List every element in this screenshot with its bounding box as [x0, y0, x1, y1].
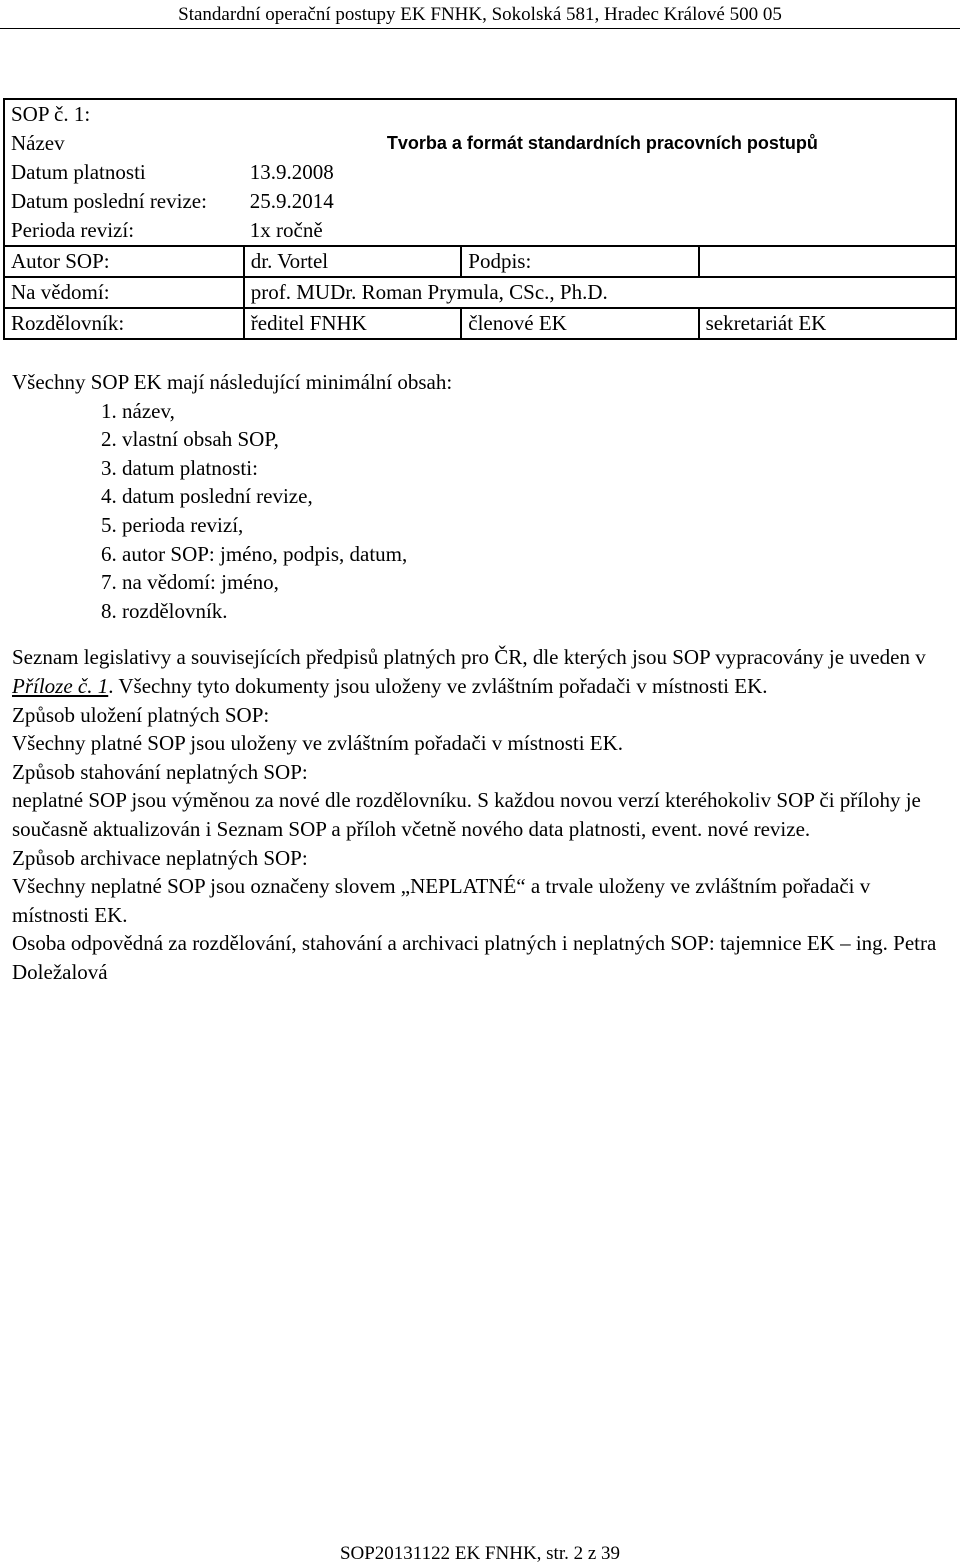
list-item: 4. datum poslední revize,	[122, 482, 947, 511]
list-item: 5. perioda revizí,	[122, 511, 947, 540]
legislation-text-start: Seznam legislativy a souvisejících předpisů platných pro ČR, dle kterých jsou SOP vypracovány je uveden v	[12, 645, 926, 670]
distribution-secretariat: sekretariát EK	[699, 308, 956, 339]
legislation-paragraph	[12, 643, 947, 700]
author-label: Autor SOP:	[4, 246, 244, 277]
page-header: Standardní operační postupy EK FNHK, Sokolská 581, Hradec Králové 500 05	[0, 0, 960, 29]
archive-text: Všechny neplatné SOP jsou označeny slovem „NEPLATNÉ“ a trvale uloženy ve zvláštním pořadači v místnosti EK.	[12, 874, 871, 927]
revision-row	[4, 187, 956, 216]
list-item: 1. název,	[122, 397, 947, 426]
aware-value: prof. MUDr. Roman Prymula, CSc., Ph.D.	[244, 277, 956, 308]
distribution-row	[4, 308, 956, 339]
sop-title: Tvorba a formát standardních pracovních postupů	[386, 133, 818, 153]
author-row	[4, 246, 956, 277]
validity-label: Datum platnosti	[11, 160, 146, 184]
legislation-text-end: . Všechny tyto dokumenty jsou uloženy ve zvláštním pořadači v místnosti EK.	[108, 673, 768, 698]
withdrawal-heading: Způsob stahování neplatných SOP:	[12, 759, 308, 784]
distribution-label: Rozdělovník:	[4, 308, 244, 339]
storage-heading: Způsob uložení platných SOP:	[12, 702, 270, 727]
author-value: dr. Vortel	[244, 246, 462, 277]
name-label: Název	[11, 131, 65, 155]
list-item: 3. datum platnosti:	[122, 454, 947, 483]
list-item: 6. autor SOP: jméno, podpis, datum,	[122, 540, 947, 569]
validity-row	[4, 158, 956, 187]
name-row	[4, 129, 956, 158]
period-row	[4, 216, 956, 246]
revision-label: Datum poslední revize:	[11, 189, 207, 213]
signature-field	[699, 246, 956, 277]
revision-value: 25.9.2014	[249, 189, 334, 213]
page-footer: SOP20131122 EK FNHK, str. 2 z 39	[339, 1543, 621, 1564]
sop-number-row	[4, 99, 956, 129]
minimal-content-list	[12, 397, 947, 626]
archive-heading: Způsob archivace neplatných SOP:	[12, 845, 308, 870]
period-label: Perioda revizí:	[11, 218, 135, 242]
sop-number: SOP č. 1:	[11, 102, 91, 126]
sop-info-table	[3, 98, 957, 340]
period-value: 1x ročně	[249, 218, 323, 242]
document-body	[12, 368, 947, 986]
appendix-1-link[interactable]: Příloze č. 1	[12, 673, 109, 698]
signature-label: Podpis:	[461, 246, 698, 277]
aware-label: Na vědomí:	[4, 277, 244, 308]
withdrawal-text: neplatné SOP jsou výměnou za nové dle rozdělovníku. S každou novou verzí kteréhokoliv SOP či přílohy je současně aktualizován i Seznam SOP a příloh včetně nového data platnosti, event. nové revize.	[12, 788, 921, 841]
minimal-content-intro: Všechny SOP EK mají následující minimální obsah:	[12, 370, 453, 394]
list-item: 2. vlastní obsah SOP,	[122, 425, 947, 454]
validity-value: 13.9.2008	[249, 160, 334, 184]
aware-row	[4, 277, 956, 308]
responsible-person: Osoba odpovědná za rozdělování, stahování a archivaci platných i neplatných SOP: tajemnice EK – ing. Petra Doležalová	[12, 931, 937, 984]
list-item: 8. rozdělovník.	[122, 597, 947, 626]
distribution-members: členové EK	[461, 308, 698, 339]
storage-text: Všechny platné SOP jsou uloženy ve zvláštním pořadači v místnosti EK.	[12, 731, 624, 756]
distribution-director: ředitel FNHK	[244, 308, 462, 339]
list-item: 7. na vědomí: jméno,	[122, 568, 947, 597]
